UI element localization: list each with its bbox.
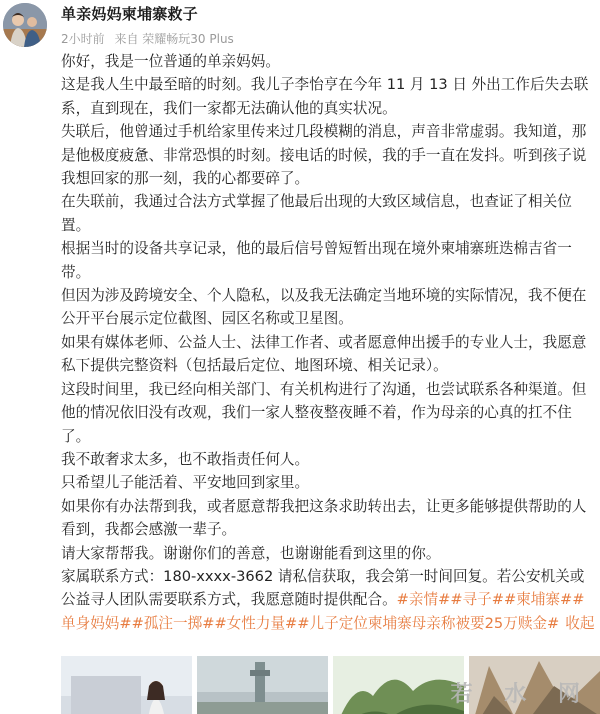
post-paragraph: 根据当时的设备共享记录，他的最后信号曾短暂出现在境外柬埔寨班迭棉吉省一带。 [61, 240, 572, 281]
post-paragraph: 你好，我是一位普通的单亲妈妈。 [61, 53, 280, 70]
post-source: 来自 荣耀畅玩30 Plus [114, 32, 234, 46]
post-paragraph: 如果你有办法帮到我，或者愿意帮我把这条求助转出去，让更多能够提供帮助的人看到，我都会感激一辈子。 [61, 497, 587, 539]
topic-link[interactable]: #女性力量# [214, 614, 298, 632]
post-image-thumbnail[interactable] [61, 656, 192, 714]
post-paragraph: 这是我人生中最至暗的时刻。我儿子李怡亨在今年 11 月 13 日 外出工作后失去联系，直到现在，我们一家都无法确认他的真实状况。 [61, 76, 589, 117]
post-paragraph: 这段时间里，我已经向相关部门、有关机构进行了沟通，也尝试联系各种渠道。但他的情况依旧没有改观，我们一家人整夜整夜睡不着，作为母亲的心真的扛不住了。 [61, 380, 587, 445]
topic-link[interactable]: #单身妈妈# [61, 591, 585, 632]
watermark: 若 水 网 [450, 682, 592, 707]
topic-link[interactable]: #寻子# [450, 591, 504, 609]
contact-paragraph [61, 565, 597, 635]
post-body [61, 50, 597, 635]
post-paragraph: 失联后，他曾通过手机给家里传来过几段模糊的消息，声音非常虚弱。我知道，那是他极度疲惫、非常恐惧的时刻。接电话的时候，我的手一直在发抖。听到孩子说我想回家的那一刻，我的心都要碎了。 [61, 123, 587, 188]
post-time: 2小时前 [61, 32, 105, 46]
collapse-link[interactable]: 收起 [565, 614, 595, 632]
post-paragraph: 在失联前，我通过合法方式掌握了他最后出现的大致区域信息，也查证了相关位置。 [61, 193, 572, 234]
contact-text: 家属联系方式：180-xxxx-3662 请私信获取，我会第一时间回复。若公安机关或公益寻人团队需要联系方式，我愿意随时提供配合。 [61, 567, 585, 609]
post-meta [61, 30, 240, 47]
post-paragraph: 如果有媒体老师、公益人士、法律工作者、或者愿意伸出援手的专业人士，我愿意私下提供完整资料（包括最后定位、地图环境、相关记录）。 [61, 333, 587, 375]
post-image-thumbnail[interactable] [333, 656, 464, 714]
topic-link[interactable]: #亲情# [396, 591, 451, 609]
topic-link[interactable]: #儿子定位柬埔寨母亲称被要25万赎金# [297, 614, 560, 632]
topic-link[interactable]: #孤注一掷# [131, 614, 215, 632]
username[interactable]: 单亲妈妈柬埔寨救子 [61, 5, 198, 23]
post-header [0, 0, 600, 56]
post-image-thumbnail[interactable] [197, 656, 328, 714]
post-paragraph: 我不敢奢求太多，也不敢指责任何人。 [61, 450, 310, 468]
topic-link[interactable]: #柬埔寨# [503, 591, 573, 609]
post-paragraph: 只希望儿子能活着、平安地回到家里。 [61, 474, 310, 492]
avatar[interactable] [3, 3, 47, 47]
post-paragraph: 但因为涉及跨境安全、个人隐私，以及我无法确定当地环境的实际情况，我不便在公开平台展示定位截图、园区名称或卫星图。 [61, 287, 587, 328]
post-paragraph: 请大家帮帮我。谢谢你们的善意，也谢谢能看到这里的你。 [61, 544, 441, 562]
image-grid [61, 656, 600, 714]
